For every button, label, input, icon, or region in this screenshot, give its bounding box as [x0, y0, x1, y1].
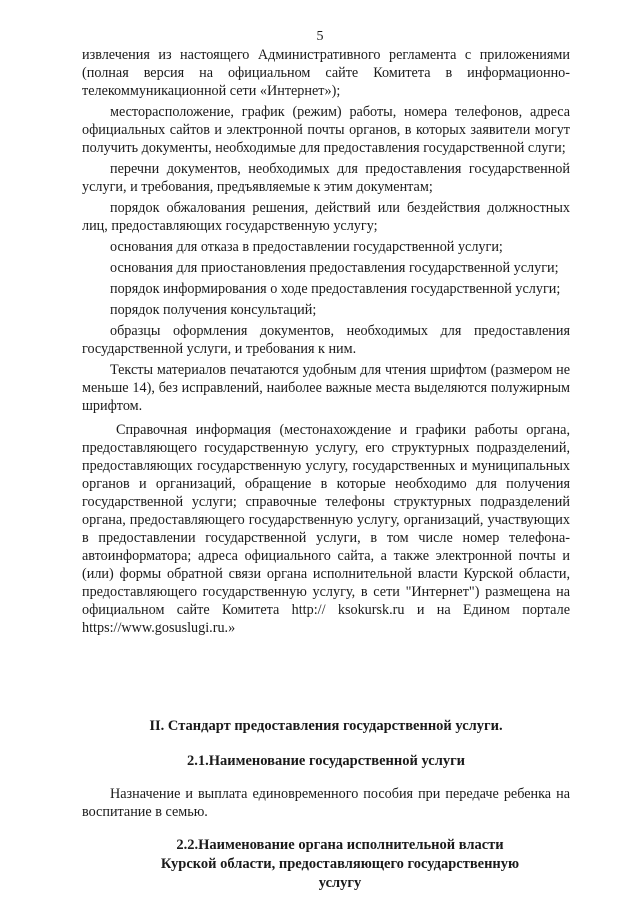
paragraph-appeal-procedure: порядок обжалования решения, действий или бездействия должностных лиц, предоставляющих государственную услугу;: [82, 200, 570, 234]
paragraph-informing-procedure: порядок информирования о ходе предоставления государственной услуги;: [110, 281, 561, 297]
subsection-2-title: 2.2.Наименование органа исполнительной власти Курской области, предоставляющего государственную услугу: [160, 837, 520, 891]
paragraph-location-schedule: месторасположение, график (режим) работы, номера телефонов, адреса официальных сайтов и электронной почты органов, в которых заявители могут получить документы, необходимые для предоставления государственной слуги;: [82, 104, 570, 156]
paragraph-consultations: порядок получения консультаций;: [110, 302, 317, 318]
paragraph-reference-info: Справочная информация (местонахождение и графики работы органа, предоставляющего государственную услугу, его структурных подразделений, предоставляющих государственную услугу, государственных и муниципальных органов и организаций, обращение в которые необходимо для получения государственной услуги; справочные телефоны структурных подразделений органа, предоставляющего государственную услугу, организаций, участвующих в предоставлении государственной услуги, в том числе номер телефона-автоинформатора; адреса официального сайта, а также электронной почты и (или) формы обратной связи органа исполнительной власти Курской области, предоставляющего государственную услугу, в сети "Интернет") размещена на официальном сайте Комитета http:// ksokursk.ru и на Едином портале https://www.gosuslugi.ru.»: [82, 422, 570, 636]
section-title: II. Стандарт предоставления государственной услуги.: [149, 718, 503, 734]
document-body: [82, 46, 570, 640]
paragraph-extracts: извлечения из настоящего Административного регламента с приложениями (полная версия на официальном сайте Комитета в информационно-телекоммуникационной сети «Интернет»);: [82, 47, 570, 99]
subsection-1-title: 2.1.Наименование государственной услуги: [186, 753, 466, 769]
paragraph-document-samples: образцы оформления документов, необходимых для предоставления государственной услуги, и требования к ним.: [82, 323, 570, 357]
paragraph-font-requirements: Тексты материалов печатаются удобным для чтения шрифтом (размером не меньше 14), без исправлений, наиболее важные места выделяются полужирным шрифтом.: [82, 362, 570, 414]
paragraph-refusal-grounds: основания для отказа в предоставлении государственной услуги;: [110, 239, 503, 255]
subsection-1-body: [82, 785, 570, 824]
paragraph-service-name: Назначение и выплата единовременного пособия при передаче ребенка на воспитание в семью.: [82, 786, 570, 820]
paragraph-suspension-grounds: основания для приостановления предоставления государственной услуги;: [110, 260, 559, 276]
paragraph-document-lists: перечни документов, необходимых для предоставления государственной услуги, и требования, предъявляемые к этим документам;: [82, 161, 570, 195]
page-number: 5: [316, 29, 324, 44]
